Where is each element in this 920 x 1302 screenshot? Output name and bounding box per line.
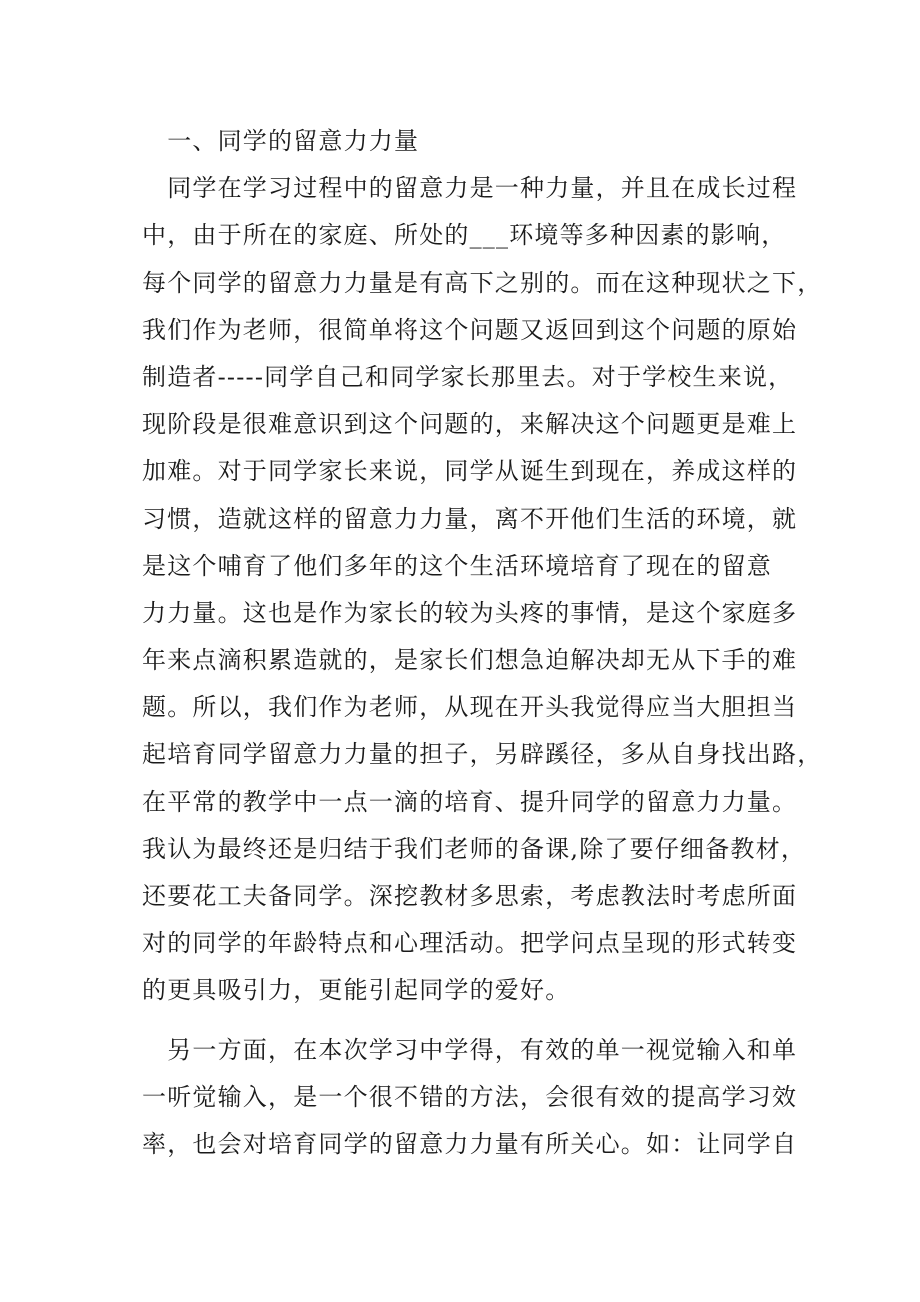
text-line: 一听觉输入，是一个很不错的方法，会很有效的提高学习效 xyxy=(142,1082,798,1111)
text-line: 我认为最终还是归结于我们老师的备课,除了要仔细备教材， xyxy=(142,834,807,863)
text-line: 同学在学习过程中的留意力是一种力量，并且在成长过程 xyxy=(142,174,798,203)
paragraph-1 xyxy=(142,165,823,1014)
text-line: 现阶段是很难意识到这个问题的，来解决这个问题更是难上 xyxy=(142,410,798,439)
text-line: 我们作为老师，很简单将这个问题又返回到这个问题的原始 xyxy=(142,315,798,344)
text-line: 还要花工夫备同学。深挖教材多思索，考虑教法时考虑所面 xyxy=(142,882,798,910)
text-line: 在平常的教学中一点一滴的培育、提升同学的留意力力量。 xyxy=(142,787,798,816)
paragraph-2 xyxy=(142,1027,810,1169)
text-line: 起培育同学留意力力量的担子，另辟蹊径，多从自身找出路， xyxy=(142,740,823,769)
text-line: 对的同学的年龄特点和心理活动。把学问点呈现的形式转变 xyxy=(142,929,798,958)
text-line: 力力量。这也是作为家长的较为头疼的事情，是这个家庭多 xyxy=(142,598,798,627)
text-line: 是这个哺育了他们多年的这个生活环境培育了现在的留意 xyxy=(142,551,772,580)
text-line: 率，也会对培育同学的留意力力量有所关心。如：让同学自 xyxy=(142,1129,798,1158)
section-heading: 一、同学的留意力力量 xyxy=(142,127,420,155)
text-line: 另一方面，在本次学习中学得，有效的单一视觉输入和单 xyxy=(142,1035,798,1064)
text-line: 制造者-----同学自己和同学家长那里去。对于学校生来说， xyxy=(142,362,794,391)
paragraph-gap xyxy=(142,1015,810,1027)
text-line: 年来点滴积累造就的，是家长们想急迫解决却无从下手的难 xyxy=(142,646,798,675)
text-line: 习惯，造就这样的留意力力量，离不开他们生活的环境，就 xyxy=(142,504,798,533)
text-line: 的更具吸引力，更能引起同学的爱好。 xyxy=(142,976,571,1005)
text-line: 加难。对于同学家长来说，同学从诞生到现在，养成这样的 xyxy=(142,457,798,486)
text-line: 每个同学的留意力力量是有高下之别的。而在这种现状之下， xyxy=(142,268,823,297)
text-line: 中，由于所在的家庭、所处的___环境等多种因素的影响， xyxy=(142,221,787,250)
document-body xyxy=(142,118,823,1168)
text-line: 题。所以，我们作为老师，从现在开头我觉得应当大胆担当 xyxy=(142,693,798,722)
